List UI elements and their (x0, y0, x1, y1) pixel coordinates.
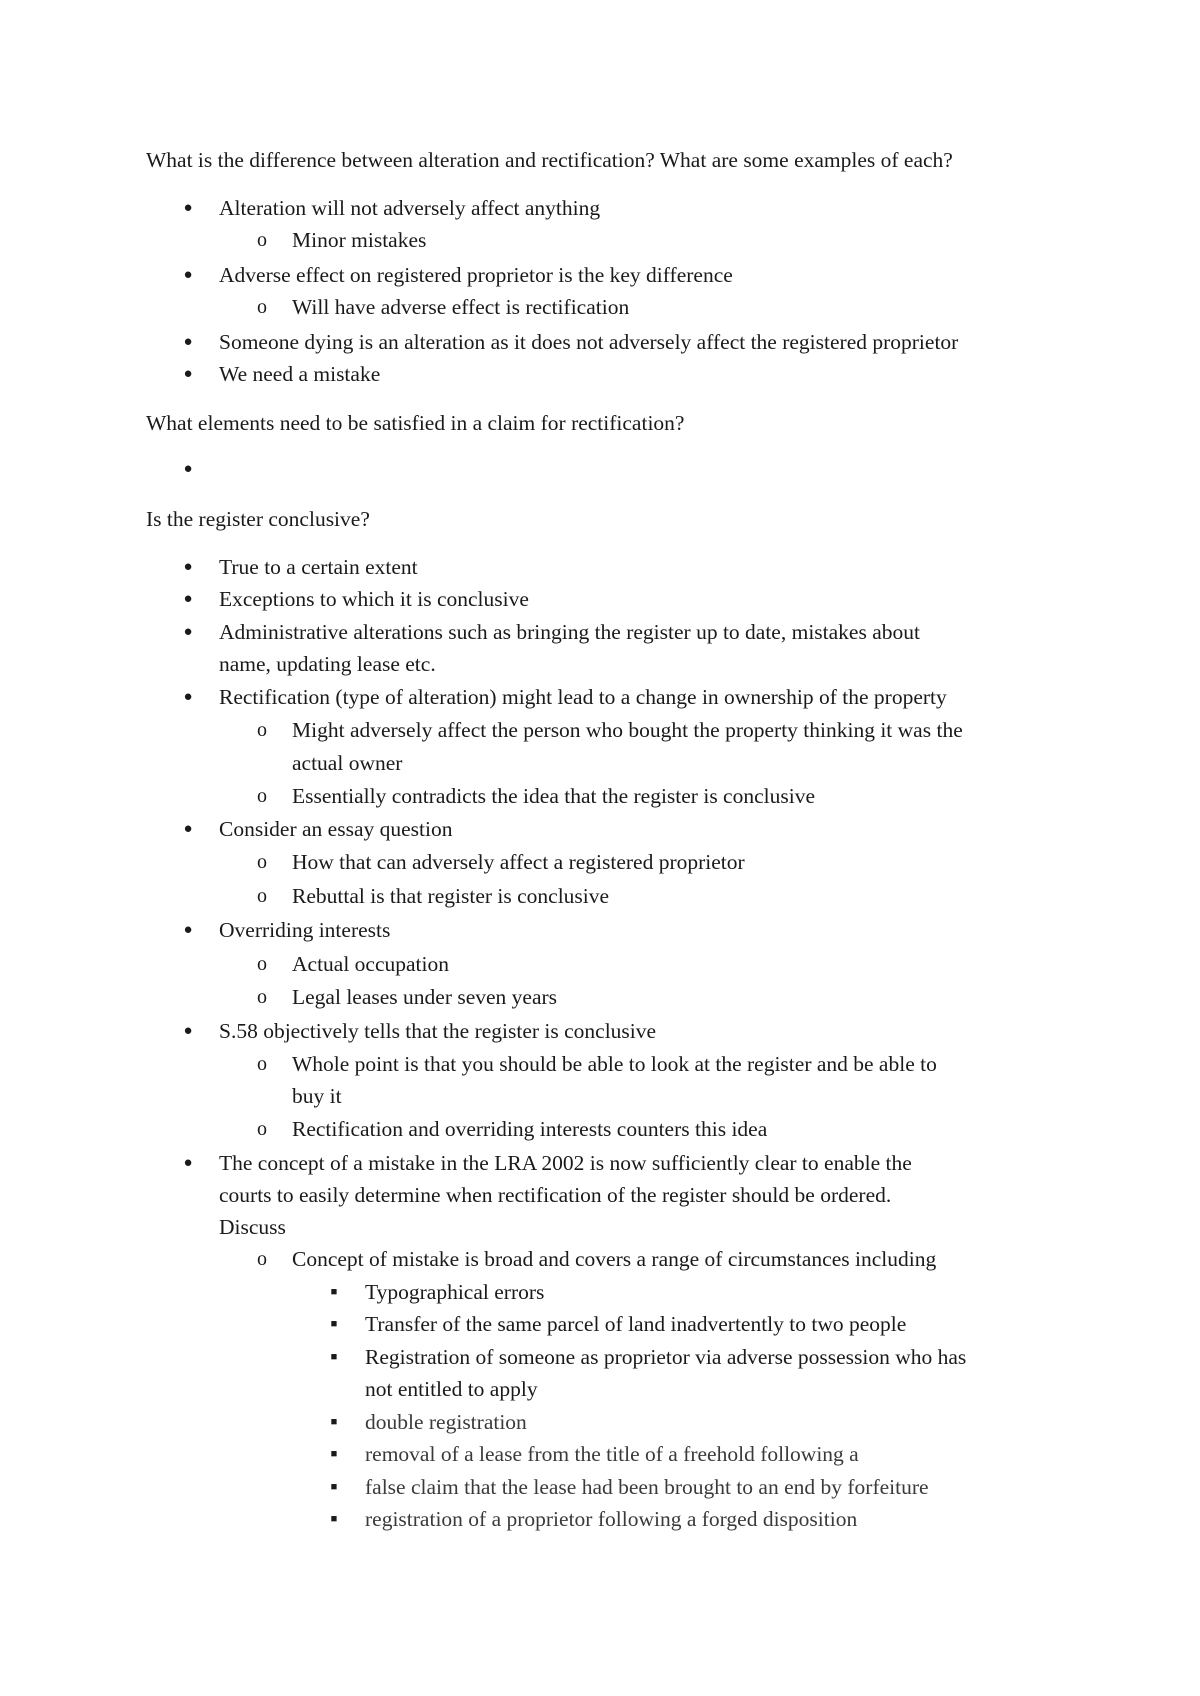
square-bullet-icon: ■ (330, 1416, 338, 1428)
circle-bullet-icon: o (257, 1053, 267, 1075)
list-item: Legal leases under seven years (292, 985, 558, 1009)
bullet-icon: ● (183, 366, 193, 382)
square-bullet-icon: ■ (330, 1513, 338, 1525)
list-item: Essentially contradicts the idea that the register is conclusive (292, 784, 816, 808)
list-item-continued: buy it (292, 1084, 342, 1108)
list-item: Alteration will not adversely affect anything (219, 196, 601, 220)
square-bullet-icon: ■ (330, 1286, 338, 1298)
question-heading: Is the register conclusive? (146, 507, 370, 531)
circle-bullet-icon: o (257, 229, 267, 251)
list-item-continued: not entitled to apply (365, 1377, 538, 1401)
list-item: Consider an essay question (219, 817, 453, 841)
list-item: registration of a proprietor following a forged disposition (365, 1507, 858, 1531)
list-item-continued: name, updating lease etc. (219, 652, 436, 676)
list-item: Minor mistakes (292, 228, 427, 252)
list-item: Will have adverse effect is rectification (292, 295, 630, 319)
list-item: Someone dying is an alteration as it does not adversely affect the registered proprietor (219, 330, 959, 354)
bullet-icon: ● (183, 334, 193, 350)
bullet-icon: ● (183, 461, 193, 477)
circle-bullet-icon: o (257, 719, 267, 741)
list-item: S.58 objectively tells that the register is conclusive (219, 1019, 657, 1043)
question-heading: What elements need to be satisfied in a claim for rectification? (146, 411, 685, 435)
bullet-icon: ● (183, 559, 193, 575)
bullet-icon: ● (183, 267, 193, 283)
list-item: Registration of someone as proprietor via adverse possession who has (365, 1345, 967, 1369)
list-item: We need a mistake (219, 362, 381, 386)
circle-bullet-icon: o (257, 986, 267, 1008)
bullet-icon: ● (183, 922, 193, 938)
list-item: Whole point is that you should be able to look at the register and be able to (292, 1052, 937, 1076)
bullet-icon: ● (183, 1023, 193, 1039)
square-bullet-icon: ■ (330, 1318, 338, 1330)
list-item: double registration (365, 1410, 527, 1434)
circle-bullet-icon: o (257, 1118, 267, 1140)
list-item: Administrative alterations such as bringing the register up to date, mistakes about (219, 620, 920, 644)
list-item: The concept of a mistake in the LRA 2002 is now sufficiently clear to enable the (219, 1151, 912, 1175)
list-item: Rectification (type of alteration) might lead to a change in ownership of the property (219, 685, 947, 709)
list-item: Typographical errors (365, 1280, 545, 1304)
circle-bullet-icon: o (257, 953, 267, 975)
list-item: Actual occupation (292, 952, 450, 976)
square-bullet-icon: ■ (330, 1448, 338, 1460)
list-item: Rebuttal is that register is conclusive (292, 884, 610, 908)
list-item: Might adversely affect the person who bought the property thinking it was the (292, 718, 963, 742)
bullet-icon: ● (183, 200, 193, 216)
bullet-icon: ● (183, 821, 193, 837)
list-item: removal of a lease from the title of a freehold following a (365, 1442, 859, 1466)
list-item: Transfer of the same parcel of land inadvertently to two people (365, 1312, 907, 1336)
circle-bullet-icon: o (257, 851, 267, 873)
list-item: Adverse effect on registered proprietor is the key difference (219, 263, 733, 287)
list-item-continued: actual owner (292, 751, 403, 775)
square-bullet-icon: ■ (330, 1351, 338, 1363)
bullet-icon: ● (183, 591, 193, 607)
bullet-icon: ● (183, 689, 193, 705)
list-item: True to a certain extent (219, 555, 418, 579)
bullet-icon: ● (183, 1155, 193, 1171)
circle-bullet-icon: o (257, 785, 267, 807)
bullet-icon: ● (183, 624, 193, 640)
circle-bullet-icon: o (257, 296, 267, 318)
list-item: Exceptions to which it is conclusive (219, 587, 529, 611)
list-item-continued: courts to easily determine when rectification of the register should be ordered. (219, 1183, 892, 1207)
list-item: Rectification and overriding interests counters this idea (292, 1117, 768, 1141)
list-item: How that can adversely affect a registered proprietor (292, 850, 745, 874)
list-item: Concept of mistake is broad and covers a range of circumstances including (292, 1247, 937, 1271)
question-heading: What is the difference between alteration and rectification? What are some examples of each? (146, 148, 953, 172)
list-item: false claim that the lease had been brought to an end by forfeiture (365, 1475, 929, 1499)
square-bullet-icon: ■ (330, 1481, 338, 1493)
list-item: Overriding interests (219, 918, 391, 942)
list-item-continued: Discuss (219, 1215, 286, 1239)
circle-bullet-icon: o (257, 1248, 267, 1270)
circle-bullet-icon: o (257, 885, 267, 907)
